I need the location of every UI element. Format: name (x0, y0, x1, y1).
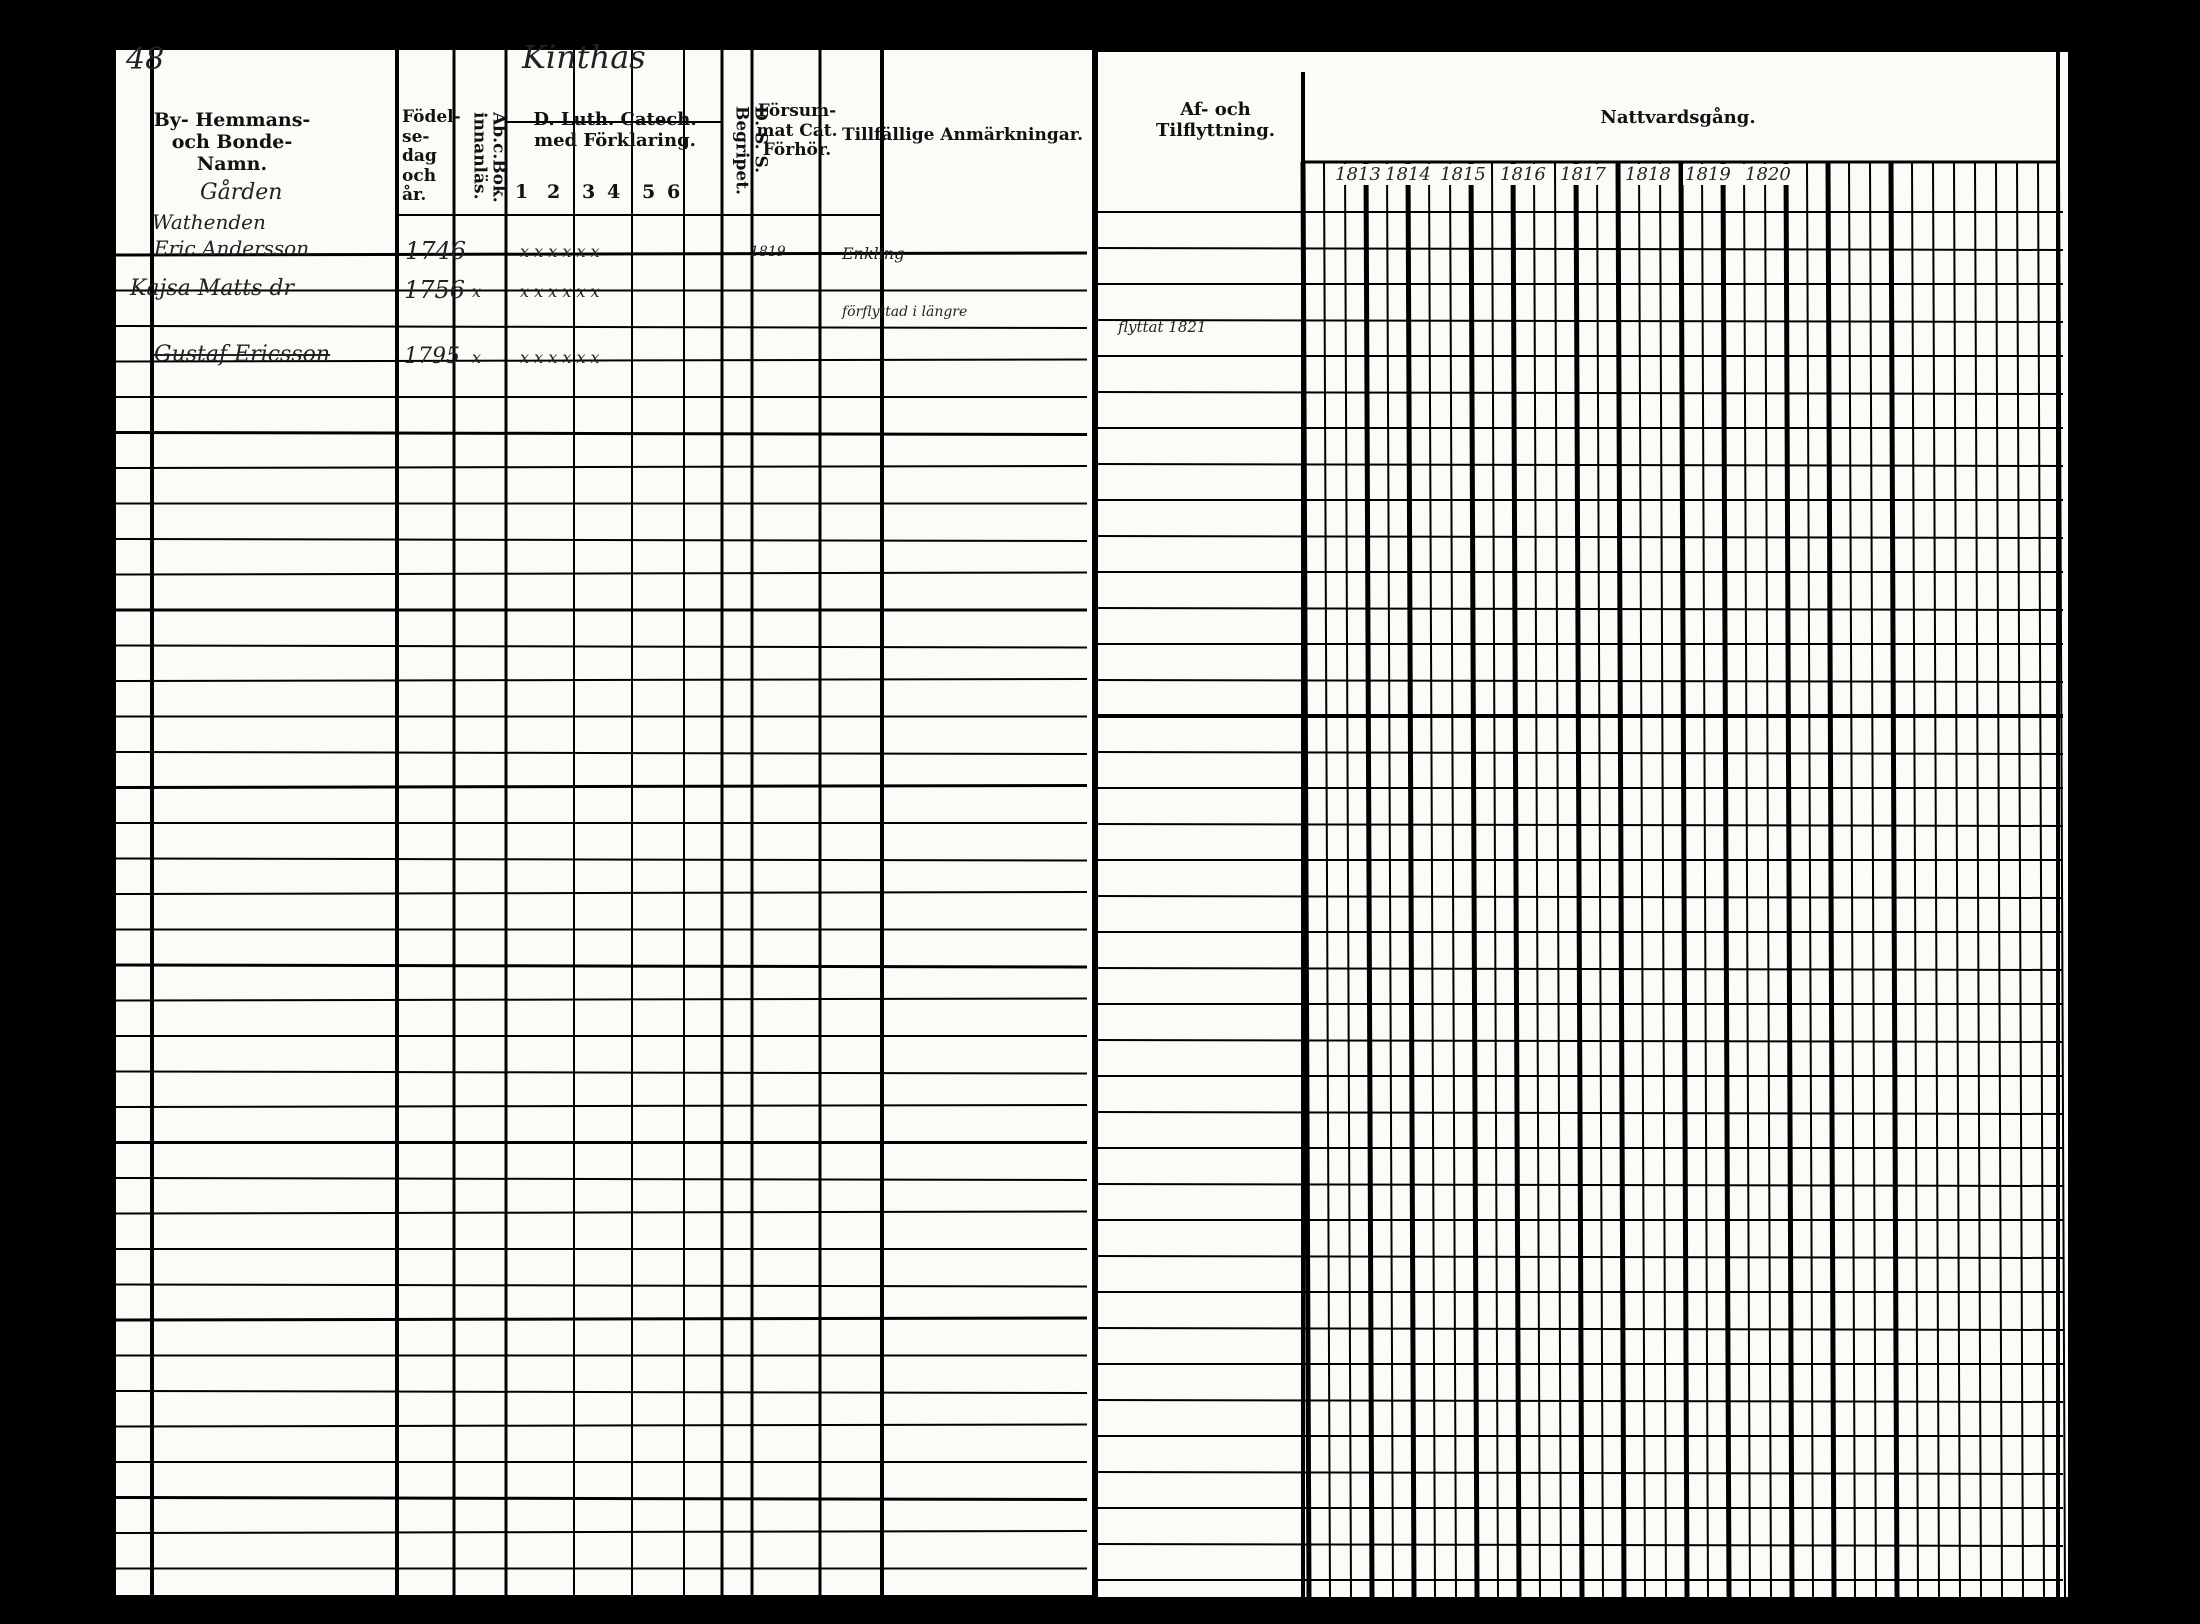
communion-column-rule (1723, 162, 1729, 1597)
communion-column-rule (1912, 162, 1918, 1597)
header-communion: Nattvardsgång. (1600, 107, 1756, 128)
left-row-rule (112, 646, 1087, 648)
communion-column-rule (1702, 162, 1708, 1597)
communion-column-rule (1513, 162, 1519, 1597)
year-1818: 1818 (1625, 164, 1671, 185)
left-row-rule (112, 892, 1087, 894)
header-moving: Af- och Tilflyttning. (1155, 99, 1276, 141)
communion-column-rule (1534, 162, 1540, 1597)
header-birth: Födel- se-dag och år. (402, 107, 461, 206)
entry-abc-3: x (472, 348, 482, 367)
communion-column-rule (1555, 162, 1561, 1597)
catechism-col-4: 4 (607, 181, 621, 203)
left-row-rule (112, 965, 1087, 967)
right-row-rule (1098, 248, 2063, 250)
catechism-col-5: 5 (642, 181, 656, 203)
right-row-rule (1098, 1112, 2063, 1114)
communion-column-rule (1975, 162, 1981, 1597)
page-number: 48 (126, 42, 165, 77)
catechism-col-2: 2 (547, 181, 561, 203)
left-row-rule (112, 679, 1087, 681)
year-1814: 1814 (1385, 164, 1431, 185)
catechism-col-1: 1 (515, 181, 529, 203)
communion-column-rule (1387, 162, 1393, 1597)
year-1820: 1820 (1745, 164, 1791, 185)
communion-column-rule (1870, 162, 1876, 1597)
communion-column-rule (1492, 162, 1498, 1597)
header-catechism: D. Luth. Catech. med Förklaring. (533, 109, 697, 151)
right-row-rule (1098, 464, 2063, 466)
right-row-rule (1098, 1256, 2063, 1258)
left-row-rule (112, 1212, 1087, 1214)
right-page (1098, 52, 2068, 1597)
year-1819: 1819 (1685, 164, 1731, 185)
year-1816: 1816 (1500, 164, 1546, 185)
communion-column-rule (1681, 162, 1687, 1597)
communion-column-rule (1576, 162, 1582, 1597)
entry-cat-1: x x x x x x (520, 242, 600, 261)
right-row-rule (1098, 680, 2063, 682)
communion-column-rule (1996, 162, 2002, 1597)
entry-birth-3: 1795 (404, 344, 460, 369)
header-dss: D. S. S. Begripet. (731, 106, 771, 195)
right-row-rule (1098, 968, 2063, 970)
year-1817: 1817 (1560, 164, 1606, 185)
right-row-rule (1098, 1040, 2063, 1042)
right-row-rule (1098, 824, 2063, 826)
left-row-rule (112, 1498, 1087, 1500)
catechism-col-3: 3 (582, 181, 596, 203)
header-forsumat: Försum- mat Cat. Förhör. (756, 101, 838, 161)
left-row-rule (112, 326, 1087, 328)
communion-column-rule (1660, 162, 1666, 1597)
header-name: By- Hemmans- och Bonde-Namn. (153, 109, 311, 175)
left-row-rule (112, 1531, 1087, 1533)
entry-abc-2: x (472, 282, 482, 301)
communion-column-rule (1891, 162, 1897, 1597)
communion-column-rule (1786, 162, 1792, 1597)
left-row-rule (112, 433, 1087, 435)
communion-column-rule (1366, 162, 1372, 1597)
year-1813: 1813 (1335, 164, 1381, 185)
left-row-rule (112, 1072, 1087, 1074)
right-row-rule (1098, 608, 2063, 610)
communion-column-rule (1597, 162, 1603, 1597)
left-row-rule (112, 1178, 1087, 1180)
communion-column-rule (1408, 162, 1414, 1597)
catechism-col-6: 6 (667, 181, 681, 203)
left-row-rule (112, 1391, 1087, 1393)
parish-annotation: Kinthas (522, 38, 646, 76)
entry-remark-2: förflyttad i längre (842, 304, 968, 320)
communion-column-rule (1744, 162, 1750, 1597)
left-row-rule (112, 999, 1087, 1001)
year-1815: 1815 (1440, 164, 1486, 185)
communion-column-rule (1618, 162, 1624, 1597)
left-row-rule (112, 466, 1087, 468)
left-row-rule (112, 859, 1087, 861)
communion-column-rule (1429, 162, 1435, 1597)
entry-name-1: Eric Andersson (154, 236, 310, 260)
entry-birth-2: 1756 (404, 276, 466, 304)
communion-column-rule (1933, 162, 1939, 1597)
left-row-rule (112, 1105, 1087, 1107)
communion-column-rule (1828, 162, 1834, 1597)
left-row-rule (112, 752, 1087, 754)
right-row-rule (1098, 392, 2063, 394)
right-row-rule (1098, 1184, 2063, 1186)
left-row-rule (112, 539, 1087, 541)
communion-column-rule (2017, 162, 2023, 1597)
communion-column-rule (1807, 162, 1813, 1597)
right-row-rule (1098, 536, 2063, 538)
entry-name-2: Kajsa Matts dr (130, 276, 294, 301)
right-ruled-grid (1098, 52, 2068, 1597)
entry-farm-name: Gården (200, 180, 283, 205)
header-remarks: Tillfällige Anmärkningar. (842, 125, 1084, 145)
right-row-rule (1098, 320, 2063, 322)
entry-birth-1: 1746 (405, 237, 467, 265)
left-row-rule (112, 786, 1087, 788)
communion-column-rule (1345, 162, 1351, 1597)
entry-name-3: Gustaf Ericsson (154, 342, 331, 367)
communion-column-rule (1954, 162, 1960, 1597)
left-row-rule (112, 1425, 1087, 1427)
left-row-rule (112, 1285, 1087, 1287)
right-row-rule (1098, 1328, 2063, 1330)
communion-column-rule (1765, 162, 1771, 1597)
moving-note: flyttat 1821 (1118, 318, 1207, 336)
communion-column-rule (1471, 162, 1477, 1597)
communion-column-rule (1639, 162, 1645, 1597)
communion-column-rule (2038, 162, 2044, 1597)
right-row-rule (1098, 1400, 2063, 1402)
communion-column-rule (1324, 162, 1330, 1597)
right-row-rule (1098, 896, 2063, 898)
entry-remark-1: Enkling (842, 244, 905, 263)
communion-column-rule (1450, 162, 1456, 1597)
entry-cat-3: x x x x x x (520, 348, 600, 367)
entry-farm-place: Wathenden (152, 210, 266, 234)
left-page (112, 38, 1092, 1595)
entry-cat-2: x x x x x x (520, 282, 600, 301)
left-row-rule (112, 573, 1087, 575)
left-row-rule (112, 1318, 1087, 1320)
right-row-rule (1098, 752, 2063, 754)
communion-column-rule (1849, 162, 1855, 1597)
header-abc: Ab.c.Bok. innanläs. (469, 112, 509, 203)
entry-forsumat-1: 1819 (750, 244, 786, 260)
